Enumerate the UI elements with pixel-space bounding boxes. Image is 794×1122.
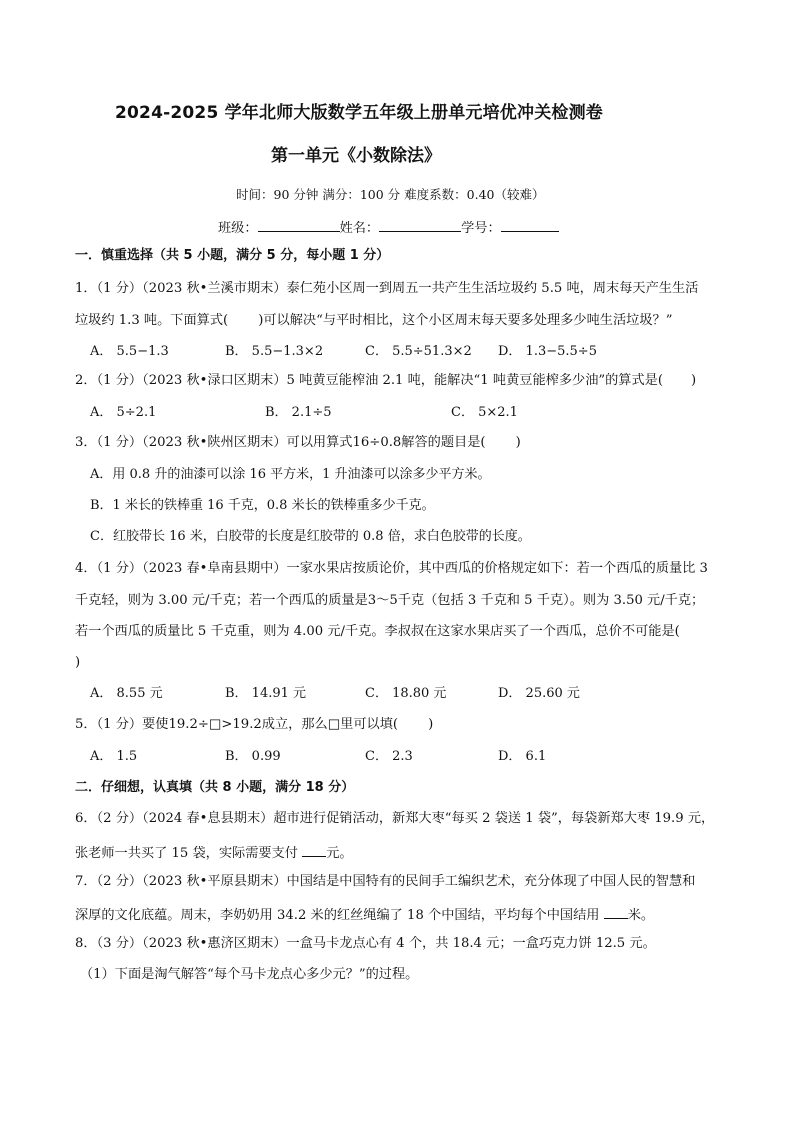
question-4-line-2: 千克轻，则为 3.00 元/千克；若一个西瓜的质量是3～5千克（包括 3 千克和 5 千克）。则为 3.50 元/千克； (75, 593, 705, 608)
question-7-line-2: 深厚的文化底蕴。周末，李奶奶用 34.2 米的红丝绳编了 18 个中国结，平均每个中国结用 米。 (75, 904, 654, 925)
question-4-line-3: 若一个西瓜的质量比 5 千克重，则为 4.00 元/千克。李叔叔在这家水果店买了一个西瓜，总价不可能是( (75, 624, 680, 639)
question-6-line-2: 张老师一共买了 15 袋，实际需要支付 元。 (75, 842, 353, 863)
q4-option-b[interactable]: B． 14.91 元 (225, 686, 307, 701)
q1-option-b[interactable]: B． 5.5−1.3×2 (225, 344, 324, 359)
q2-option-a[interactable]: A． 5÷2.1 (90, 405, 157, 420)
question-3-line-1: 3．（1 分）（2023 秋•陕州区期末）可以用算式16÷0.8解答的题目是( ) (75, 435, 521, 450)
question-4-line-1: 4．（1 分）（2023 春•阜南县期中）一家水果店按质论价，其中西瓜的价格规定如下：若一个西瓜的质量比 3 (75, 561, 708, 576)
question-7-line-1: 7．（2 分）（2023 秋•平原县期末）中国结是中国特有的民间手工编织艺术，充分体现了中国人民的智慧和 (75, 874, 696, 889)
class-field[interactable] (258, 217, 340, 232)
q4-option-c[interactable]: C． 18.80 元 (365, 686, 447, 701)
exam-title: 2024-2025 学年北师大版数学五年级上册单元培优冲关检测卷 (115, 103, 604, 123)
q2-option-b[interactable]: B． 2.1÷5 (265, 405, 332, 420)
question-8-line-1: 8．（3 分）（2023 秋•惠济区期末）一盒马卡龙点心有 4 个，共 18.4 元；一盒巧克力饼 12.5 元。 (75, 936, 656, 951)
q3-option-b[interactable]: B．1 米长的铁棒重 16 千克，0.8 米长的铁棒重多少千克。 (90, 498, 435, 513)
q1-option-c[interactable]: C． 5.5÷51.3×2 (365, 344, 472, 359)
section-heading-choice: 一．慎重选择（共 5 小题，满分 5 分，每小题 1 分） (75, 248, 390, 263)
answer-blank-q6[interactable] (302, 842, 326, 857)
q4-option-d[interactable]: D． 25.60 元 (498, 686, 580, 701)
question-4-line-4: ) (75, 655, 81, 670)
question-2-line-1: 2．（1 分）（2023 秋•渌口区期末）5 吨黄豆能榨油 2.1 吨，能解决“1 吨黄豆能榨多少油”的算式是( ) (75, 373, 697, 388)
q5-option-d[interactable]: D． 6.1 (498, 749, 547, 764)
question-1-line-2: 垃圾约 1.3 吨。下面算式( )可以解决“与平时相比，这个小区周末每天要多处理多少吨生活垃圾？” (75, 313, 673, 328)
q1-option-a[interactable]: A． 5.5−1.3 (90, 344, 169, 359)
q3-option-c[interactable]: C．红胶带长 16 米，白胶带的长度是红胶带的 0.8 倍，求白色胶带的长度。 (90, 529, 531, 544)
student-number-field[interactable] (501, 217, 559, 232)
q3-option-a[interactable]: A．用 0.8 升的油漆可以涂 16 平方米，1 升油漆可以涂多少平方米。 (90, 467, 491, 482)
q2-option-c[interactable]: C． 5×2.1 (451, 405, 518, 420)
q5-option-b[interactable]: B． 0.99 (225, 749, 281, 764)
question-1-line-1: 1．（1 分）（2023 秋•兰溪市期末）泰仁苑小区周一到周五一共产生生活垃圾约 5.5 吨，周末每天产生生活 (75, 281, 699, 296)
question-6-line-1: 6．（2 分）（2024 春•息县期末）超市进行促销活动，新郑大枣“每买 2 袋送 1 袋”，每袋新郑大枣 19.9 元， (75, 811, 715, 826)
section-heading-fill: 二．仔细想，认真填（共 8 小题，满分 18 分） (75, 780, 355, 795)
question-8-line-2: （1）下面是淘气解答“每个马卡龙点心多少元？”的过程。 (80, 967, 419, 982)
student-info-row (218, 217, 559, 238)
class-label: 班级： (218, 221, 258, 236)
name-field[interactable] (379, 217, 461, 232)
q5-option-a[interactable]: A． 1.5 (90, 749, 138, 764)
answer-blank-q7[interactable] (604, 904, 628, 919)
number-label: 学号： (461, 221, 501, 236)
q1-option-d[interactable]: D． 1.3−5.5÷5 (498, 344, 597, 359)
unit-subtitle: 第一单元《小数除法》 (271, 146, 441, 166)
q4-option-a[interactable]: A． 8.55 元 (90, 686, 163, 701)
name-label: 姓名： (339, 221, 380, 236)
q5-option-c[interactable]: C． 2.3 (365, 749, 413, 764)
question-5-line-1: 5．（1 分）要使19.2÷□>19.2成立，那么□里可以填( ) (75, 717, 434, 732)
exam-meta: 时间：90 分钟 满分：100 分 难度系数：0.40（较难） (236, 187, 545, 202)
